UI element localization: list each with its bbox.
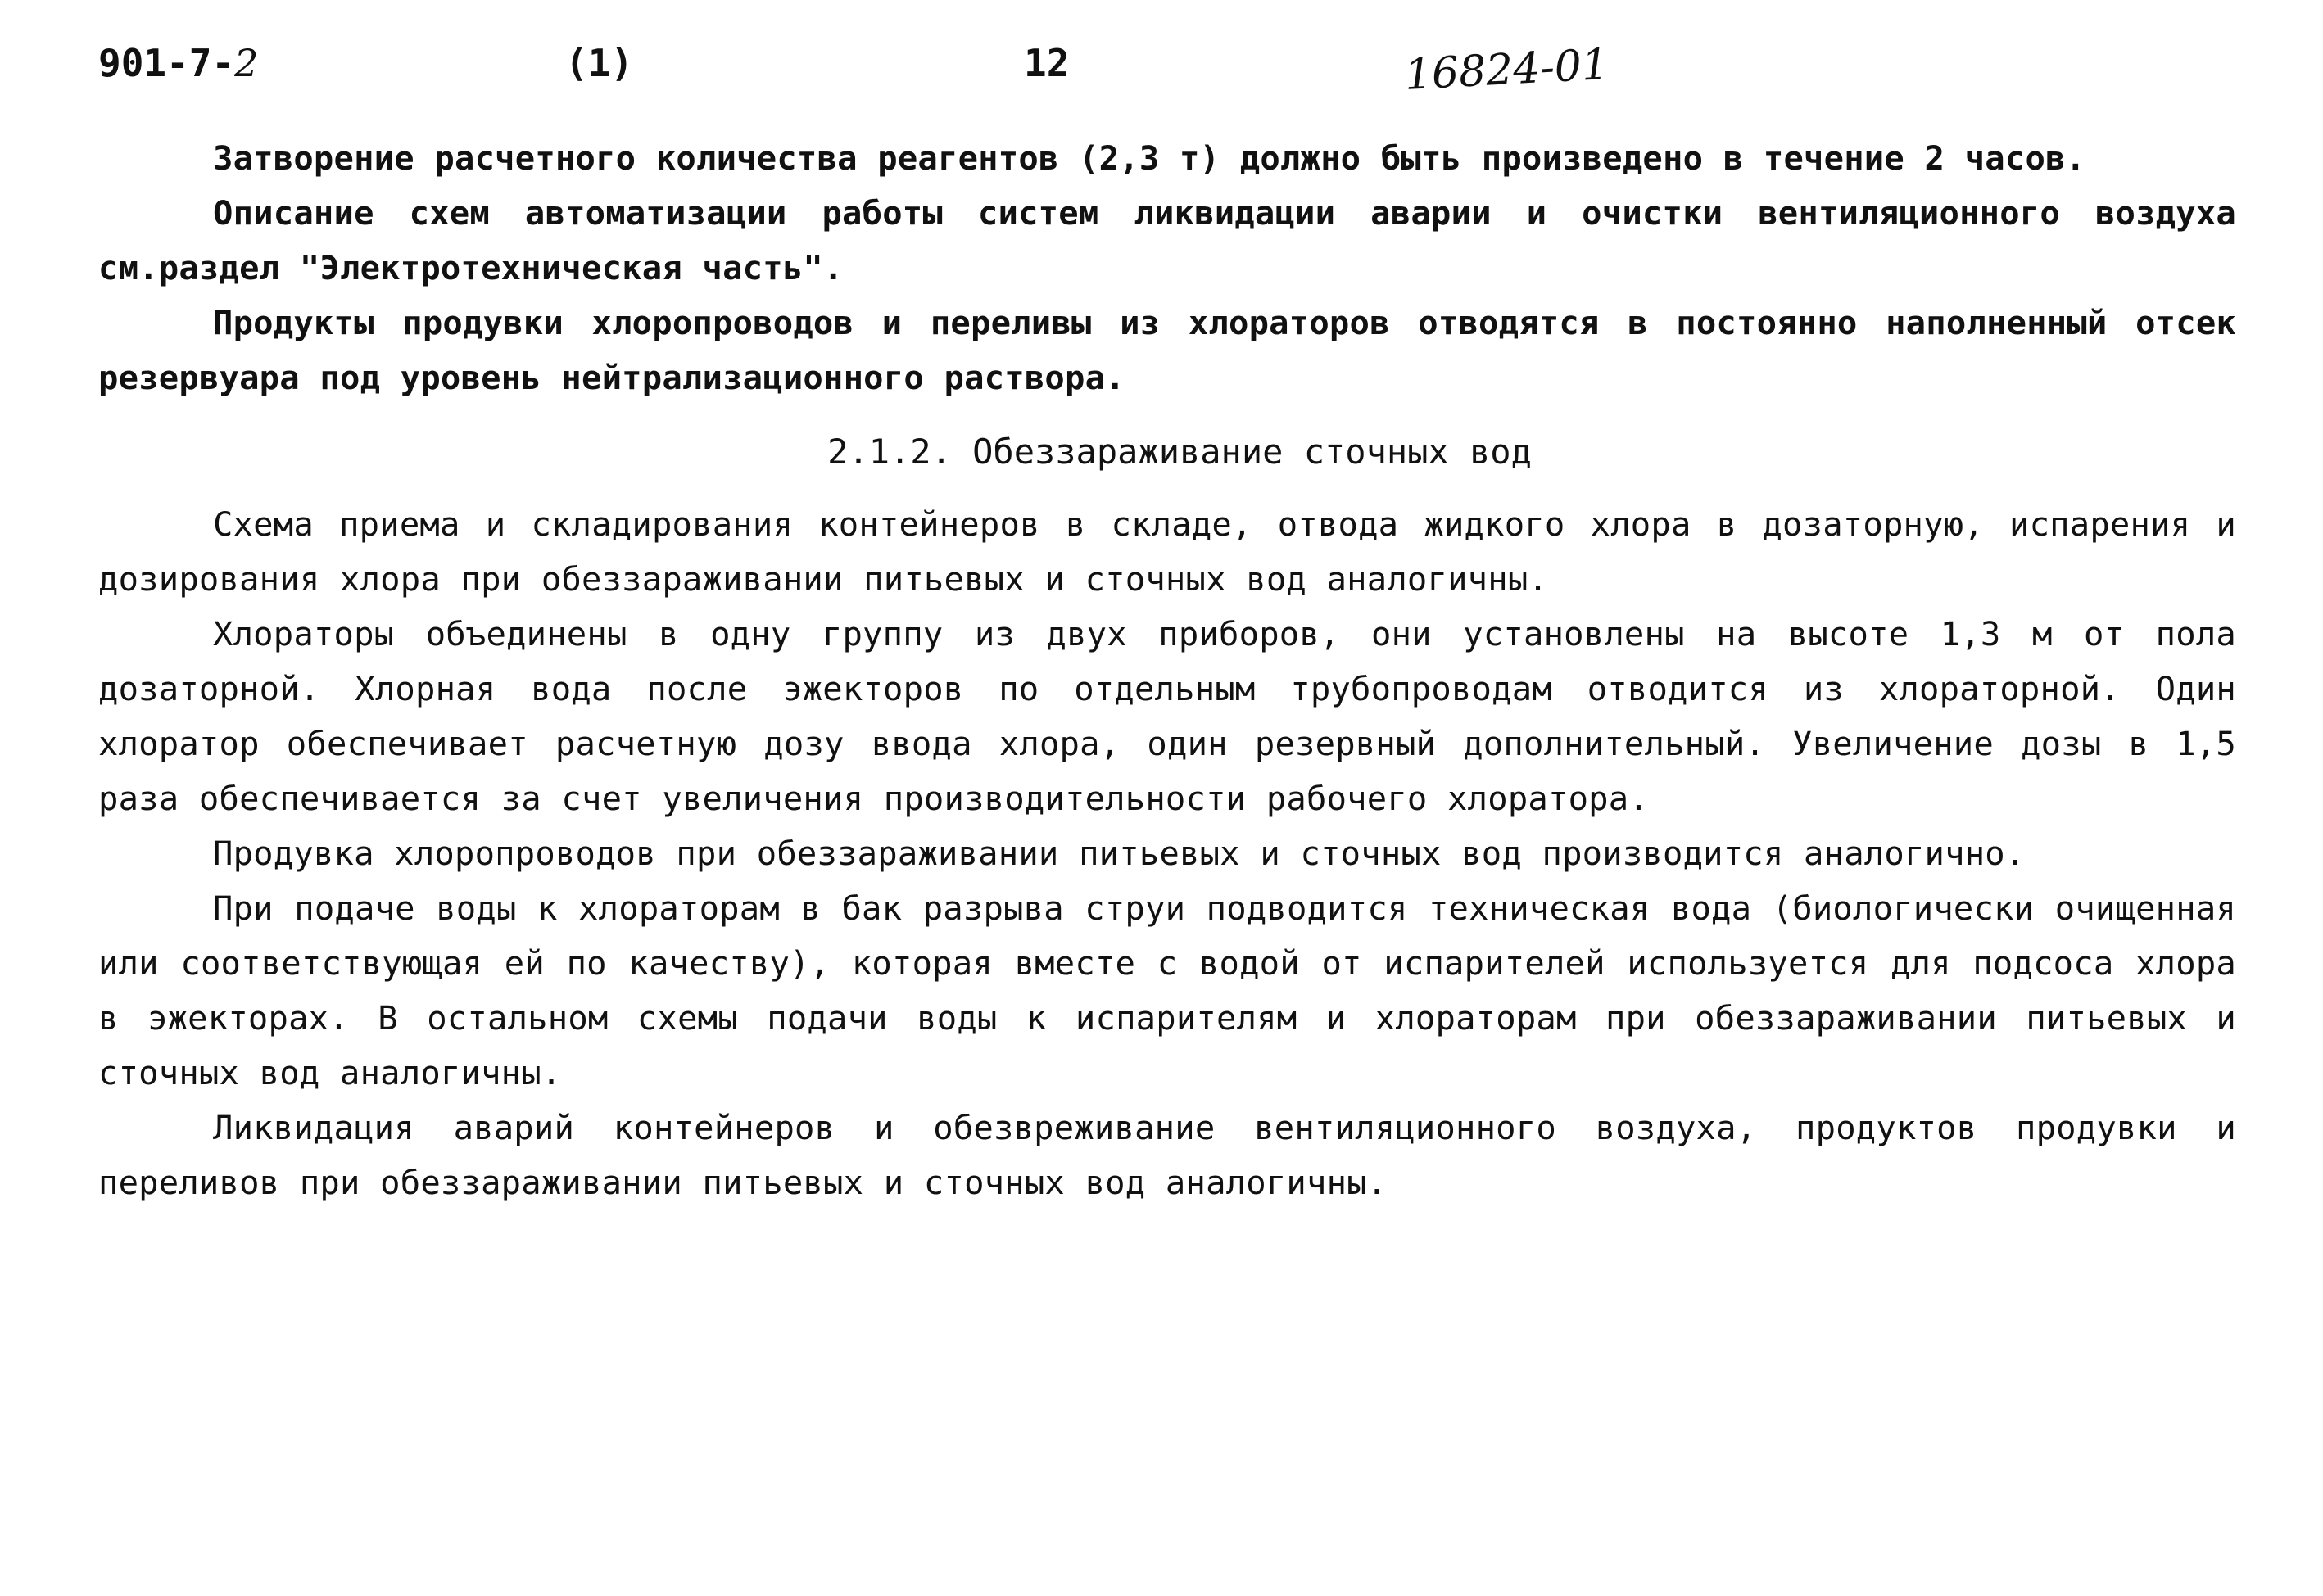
paragraph: Схема приема и складирования контейнеров в складе, отвода жидкого хлора в дозаторную, испарения и дозирования хлора при обеззараживании питьевых и сточных вод аналогичны.	[98, 504, 2236, 599]
document-code	[98, 41, 258, 85]
paragraph: Затворение расчетного количества реагентов (2,3 т) должно быть произведено в течение 2 часов.	[213, 138, 2086, 178]
paragraph: При подаче воды к хлораторам в бак разрыва струи подводится техническая вода (биологически очищенная или соответствующая ей по качеству), которая вместе с водой от испарителей используется для подсоса хлора в эжекторах. В остальном схемы подачи воды к испарителям и хлораторам при обеззараживании питьевых и сточных вод аналогичны.	[98, 888, 2236, 1092]
document-code-handwritten: 2	[234, 41, 259, 85]
document-body	[98, 131, 2236, 1210]
paragraph: Продувка хлоропроводов при обеззараживании питьевых и сточных вод производится аналогично.	[213, 834, 2026, 873]
paragraph: Ликвидация аварий контейнеров и обезвреживание вентиляционного воздуха, продуктов продувки и переливов при обеззараживании питьевых и сточных вод аналогичны.	[98, 1108, 2236, 1202]
page-number: 12	[1024, 41, 1070, 85]
section-heading: 2.1.2. Обеззараживание сточных вод	[827, 432, 1532, 472]
document-code-printed: 901-7-	[98, 41, 235, 85]
part-number: (1)	[565, 41, 634, 85]
paragraph: Хлораторы объединены в одну группу из двух приборов, они установлены на высоте 1,3 м от пола дозаторной. Хлорная вода после эжекторов по отдельным трубопроводам отводится из хлораторной. Один хлоратор обеспечивает расчетную дозу ввода хлора, один резервный дополнительный. Увеличение дозы в 1,5 раза обеспечивается за счет увеличения производительности рабочего хлоратора.	[98, 614, 2236, 818]
handwritten-reference: 16824-01	[1403, 40, 1610, 100]
paragraph: Продукты продувки хлоропроводов и переливы из хлораторов отводятся в постоянно наполненный отсек резервуара под уровень нейтрализационного раствора.	[98, 303, 2236, 397]
page-header	[0, 41, 2323, 106]
paragraph: Описание схем автоматизации работы систем ликвидации аварии и очистки вентиляционного воздуха см.раздел "Электротехническая часть".	[98, 193, 2236, 287]
